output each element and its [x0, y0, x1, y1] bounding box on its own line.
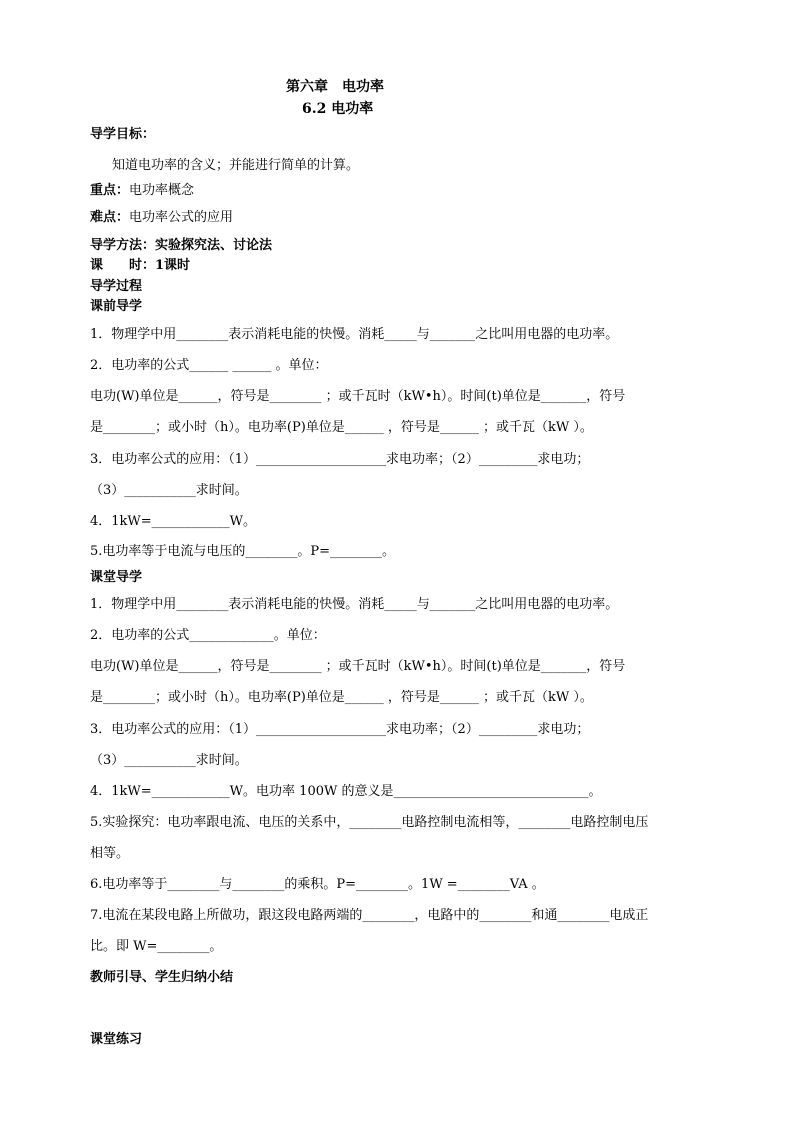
preclass-heading: 课前导学	[90, 299, 143, 314]
preclass-line: （3）___________求时间。	[90, 483, 248, 498]
key-point	[90, 182, 194, 200]
preclass-line: 5.电功率等于电流与电压的________。P=________。	[90, 544, 396, 559]
preclass-line: 2．电功率的公式______ ______ 。单位：	[90, 358, 328, 373]
inclass-line: 4．1kW=____________W。电功率 100W 的意义是______________________________。	[90, 784, 602, 799]
inclass-line: 电功(W)单位是______，符号是________ ；或千瓦时（kW•h）。时间(t)单位是_______，符号	[90, 659, 626, 674]
process-label: 导学过程	[90, 279, 143, 294]
inclass-line: 6.电功率等于________与________的乘积。P=________。1W =________VA 。	[90, 877, 545, 892]
goal-text: 知道电功率的含义；并能进行简单的计算。	[112, 158, 360, 173]
inclass-line: 2．电功率的公式_____________。单位：	[90, 628, 326, 643]
preclass-line: 是________；或小时（h）。电功率(P)单位是______ ，符号是______ ；或千瓦（kW ）。	[90, 420, 593, 435]
key-text: 电功率概念	[129, 183, 195, 198]
preclass-line: 1．物理学中用________表示消耗电能的快慢。消耗_____与_______之比叫用电器的电功率。	[90, 327, 619, 342]
preclass-line: 4．1kW=____________W。	[90, 514, 257, 529]
goal-label: 导学目标：	[90, 127, 156, 142]
section-title: 6.2 电功率	[302, 101, 374, 117]
preclass-line: 电功(W)单位是______，符号是________ ；或千瓦时（kW•h）。时间(t)单位是_______，符号	[90, 389, 626, 404]
difficulty-text: 电功率公式的应用	[129, 210, 234, 225]
method-line: 导学方法：实验探究法、讨论法	[90, 238, 273, 253]
inclass-heading: 课堂导学	[90, 570, 143, 585]
inclass-line: 7.电流在某段电路上所做功，跟这段电路两端的________，电路中的________和通________电成正	[90, 908, 649, 923]
preclass-line: 3．电功率公式的应用：（1）____________________求电功率；（2）_________求电功；	[90, 452, 590, 467]
inclass-line: （3）___________求时间。	[90, 753, 248, 768]
period-line: 课 时：1课时	[90, 258, 191, 273]
chapter-title: 第六章 电功率	[286, 79, 384, 95]
inclass-line: 3．电功率公式的应用：（1）____________________求电功率；（2）_________求电功；	[90, 722, 590, 737]
inclass-line: 是________；或小时（h）。电功率(P)单位是______ ，符号是______ ；或千瓦（kW ）。	[90, 690, 593, 705]
key-label: 重点：	[90, 183, 130, 198]
difficulty-label: 难点：	[90, 210, 130, 225]
practice-heading: 课堂练习	[90, 1032, 143, 1047]
inclass-line: 相等。	[90, 846, 130, 861]
inclass-line: 比。即 W=________。	[90, 939, 223, 954]
inclass-line: 1．物理学中用________表示消耗电能的快慢。消耗_____与_______之比叫用电器的电功率。	[90, 597, 619, 612]
summary-heading: 教师引导、学生归纳小结	[90, 970, 234, 985]
difficulty-point	[90, 209, 233, 227]
inclass-line: 5.实验探究：电功率跟电流、电压的关系中，________电路控制电流相等，________电路控制电压	[90, 815, 649, 830]
